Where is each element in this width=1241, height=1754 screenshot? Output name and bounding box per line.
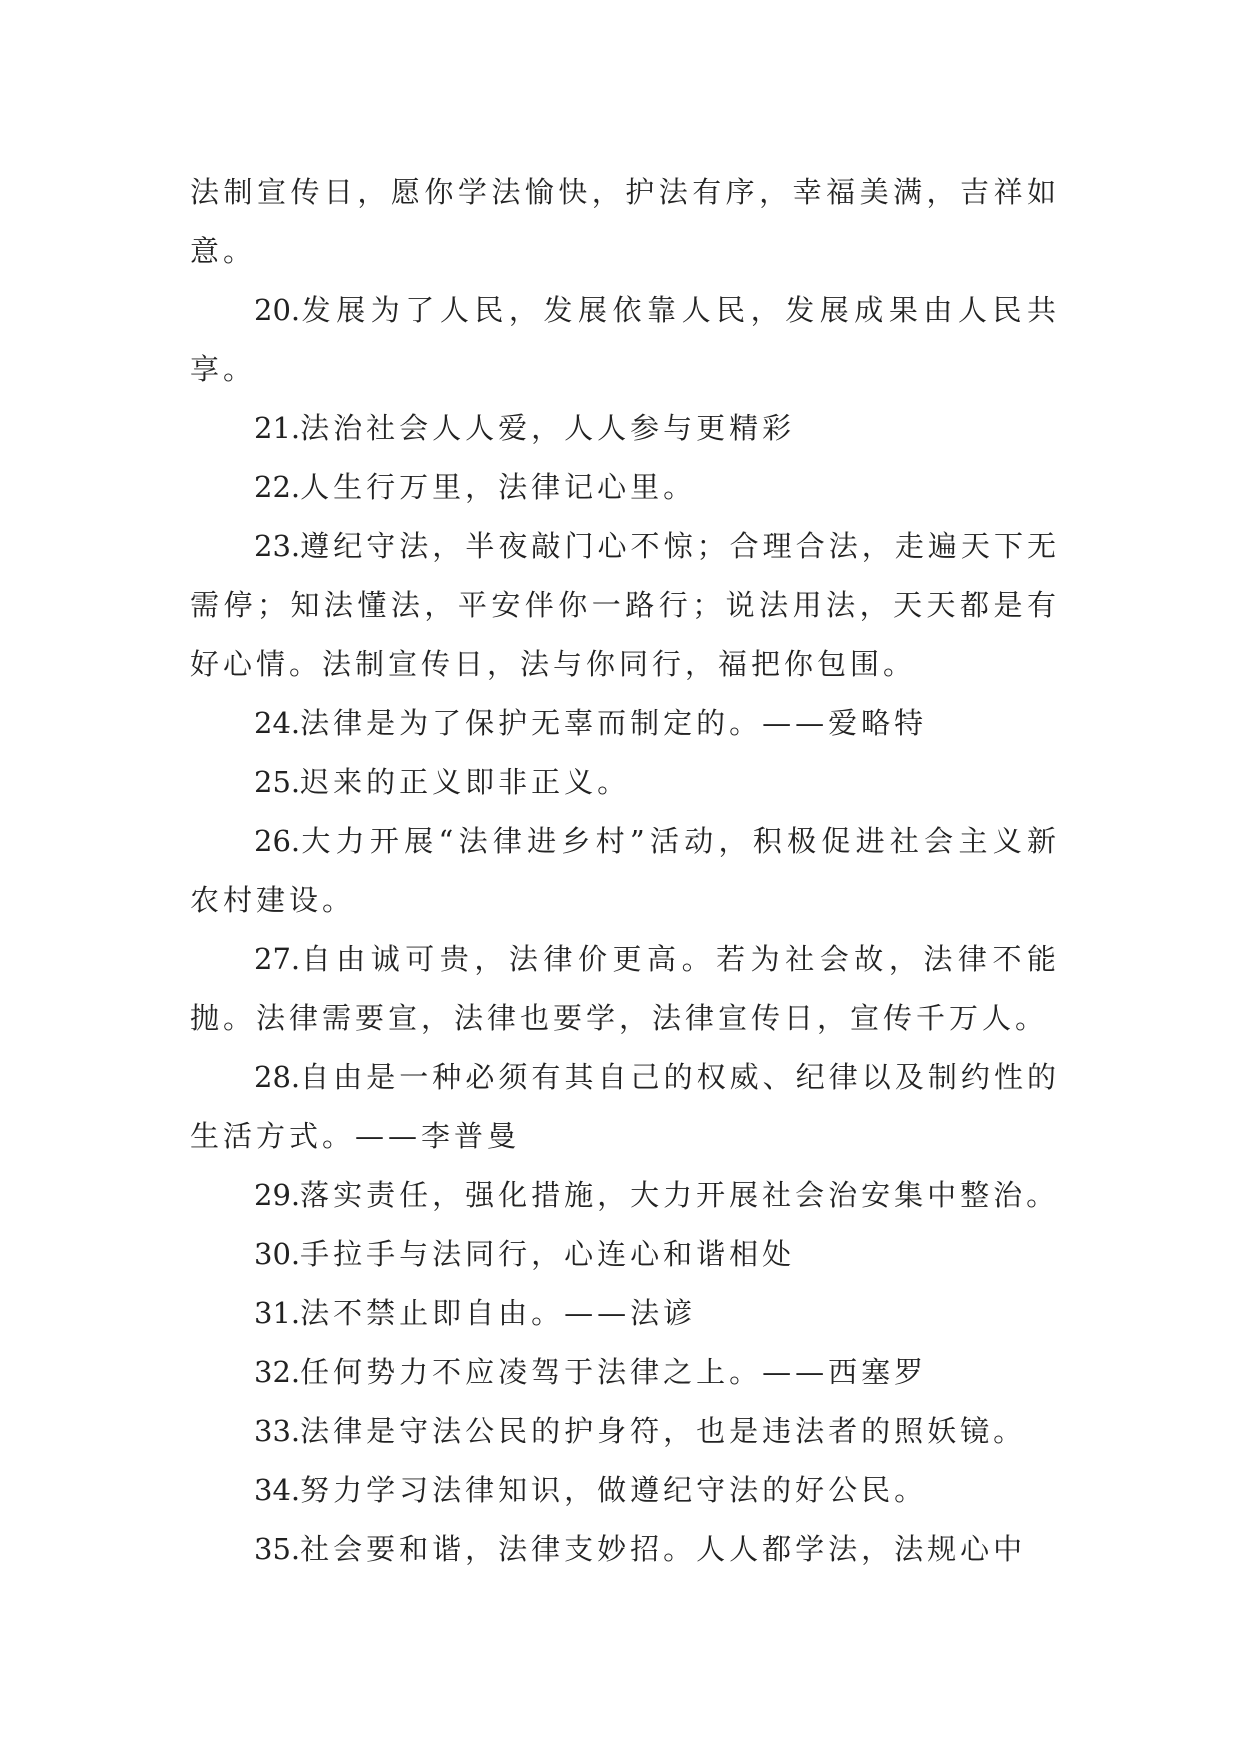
list-item-32 — [190, 1343, 1060, 1402]
item-text: 法律是为了保护无辜而制定的。——爱略特 — [300, 706, 928, 740]
list-item-33 — [190, 1402, 1060, 1461]
paragraph-continuation — [190, 163, 1060, 281]
item-number: 31. — [254, 1296, 301, 1330]
item-text: 自由诚可贵，法律价更高。若为社会故，法律不能抛。法律需要宣，法律也要学，法律宣传日，宣传千万人。 — [190, 942, 1060, 1035]
list-item-22 — [190, 458, 1060, 517]
list-item-30 — [190, 1225, 1060, 1284]
item-number: 35. — [254, 1532, 301, 1566]
item-number: 30. — [254, 1237, 301, 1271]
list-item-26 — [190, 812, 1060, 930]
list-item-20 — [190, 281, 1060, 399]
item-number: 33. — [254, 1414, 301, 1448]
item-text: 努力学习法律知识，做遵纪守法的好公民。 — [300, 1473, 928, 1507]
item-number: 27. — [254, 942, 301, 976]
item-number: 23. — [254, 529, 301, 563]
item-number: 32. — [254, 1355, 301, 1389]
item-text: 大力开展“法律进乡村”活动，积极促进社会主义新农村建设。 — [190, 824, 1060, 917]
item-number: 34. — [254, 1473, 301, 1507]
item-number: 20. — [254, 293, 301, 327]
list-item-24 — [190, 694, 1060, 753]
list-item-29 — [190, 1166, 1060, 1225]
item-text: 任何势力不应凌驾于法律之上。——西塞罗 — [300, 1355, 928, 1389]
item-text: 法治社会人人爱，人人参与更精彩 — [300, 411, 796, 445]
item-number: 29. — [254, 1178, 301, 1212]
item-text: 法不禁止即自由。——法谚 — [300, 1296, 697, 1330]
list-item-25 — [190, 753, 1060, 812]
list-item-27 — [190, 930, 1060, 1048]
item-text: 遵纪守法，半夜敲门心不惊；合理合法，走遍天下无需停；知法懂法，平安伴你一路行；说法用法，天天都是有好心情。法制宣传日，法与你同行，福把你包围。 — [190, 529, 1060, 681]
item-number: 26. — [254, 824, 301, 858]
item-number: 24. — [254, 706, 301, 740]
item-text: 法律是守法公民的护身符，也是违法者的照妖镜。 — [300, 1414, 1027, 1448]
item-text: 社会要和谐，法律支妙招。人人都学法，法规心中 — [300, 1532, 1027, 1566]
item-text: 自由是一种必须有其自己的权威、纪律以及制约性的生活方式。——李普曼 — [190, 1060, 1060, 1153]
item-text: 落实责任，强化措施，大力开展社会治安集中整治。 — [300, 1178, 1060, 1212]
list-item-21 — [190, 399, 1060, 458]
document-body — [190, 163, 1060, 1579]
paragraph-text: 法制宣传日，愿你学法愉快，护法有序，幸福美满，吉祥如意。 — [190, 175, 1060, 268]
list-item-35 — [190, 1520, 1060, 1579]
item-number: 28. — [254, 1060, 301, 1094]
item-text: 人生行万里，法律记心里。 — [300, 470, 697, 504]
list-item-23 — [190, 517, 1060, 694]
item-number: 21. — [254, 411, 301, 445]
item-text: 发展为了人民，发展依靠人民，发展成果由人民共享。 — [190, 293, 1060, 386]
item-number: 25. — [254, 765, 301, 799]
list-item-34 — [190, 1461, 1060, 1520]
item-text: 迟来的正义即非正义。 — [300, 765, 631, 799]
item-number: 22. — [254, 470, 301, 504]
item-text: 手拉手与法同行，心连心和谐相处 — [300, 1237, 796, 1271]
list-item-28 — [190, 1048, 1060, 1166]
list-item-31 — [190, 1284, 1060, 1343]
